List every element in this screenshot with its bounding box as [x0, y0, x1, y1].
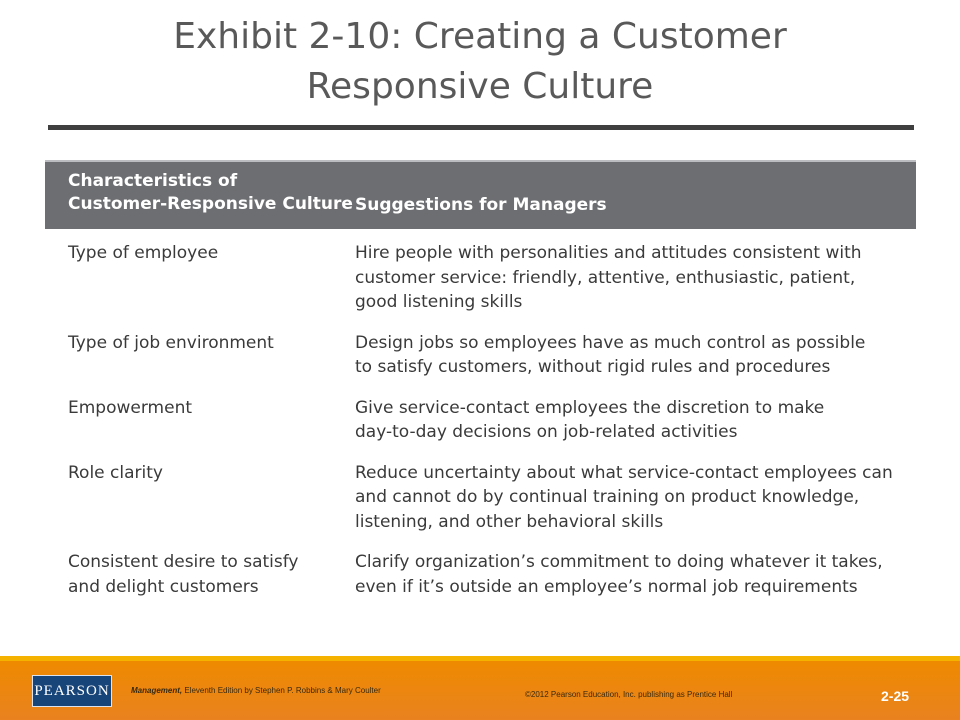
suggestion-line: Give service-contact employees the discretion to make	[355, 397, 825, 418]
table-body	[45, 235, 916, 609]
suggestion-line: Reduce uncertainty about what service-contact employees can	[355, 462, 893, 483]
table-row	[45, 235, 916, 325]
header-characteristics-line-2: Customer-Responsive Culture	[68, 194, 353, 214]
pearson-logo: PEARSON	[32, 675, 112, 707]
slide-title-line-2: Responsive Culture	[306, 66, 654, 107]
suggestion-cell	[355, 241, 915, 315]
title-divider	[48, 125, 914, 130]
characteristic-cell	[45, 396, 355, 445]
copyright-notice: ©2012 Pearson Education, Inc. publishing as Prentice Hall	[525, 690, 733, 699]
table-row	[45, 544, 916, 609]
book-credit	[131, 686, 381, 695]
suggestion-line: Clarify organization’s commitment to doing whatever it takes,	[355, 552, 883, 572]
slide-title	[0, 12, 960, 112]
suggestion-line: even if it’s outside an employee’s normal job requirements	[355, 576, 858, 597]
suggestion-line: listening, and other behavioral skills	[355, 511, 664, 532]
suggestion-cell	[355, 550, 915, 599]
characteristic-cell	[45, 331, 355, 380]
slide-title-line-1: Exhibit 2-10: Creating a Customer	[173, 16, 787, 57]
characteristic-line: Type of employee	[68, 243, 219, 263]
header-suggestions: Suggestions for Managers	[355, 195, 607, 215]
table-row	[45, 390, 916, 455]
suggestion-cell	[355, 396, 915, 445]
suggestion-cell	[355, 461, 915, 535]
characteristic-cell	[45, 550, 355, 599]
characteristic-line: Consistent desire to satisfy	[68, 552, 299, 572]
slide-number: 2-25	[881, 688, 910, 704]
book-title: Management,	[131, 686, 183, 695]
suggestion-line: and cannot do by continual training on product knowledge,	[355, 487, 860, 507]
book-credit-text: Eleventh Edition by Stephen P. Robbins & Mary Coulter	[182, 686, 381, 695]
suggestion-cell	[355, 331, 915, 380]
characteristic-line: Type of job environment	[68, 332, 274, 353]
characteristic-cell	[45, 461, 355, 535]
exhibit-table	[45, 160, 916, 609]
suggestion-line: to satisfy customers, without rigid rules and procedures	[355, 357, 831, 377]
characteristic-line: Empowerment	[68, 397, 193, 418]
header-characteristics	[68, 170, 353, 216]
suggestion-line: good listening skills	[355, 292, 523, 312]
suggestion-line: day-to-day decisions on job-related activities	[355, 422, 738, 442]
table-header	[45, 160, 916, 229]
characteristic-cell	[45, 241, 355, 315]
suggestion-line: Hire people with personalities and attitudes consistent with	[355, 243, 862, 263]
suggestion-line: Design jobs so employees have as much control as possible	[355, 332, 866, 353]
characteristic-line: and delight customers	[68, 576, 259, 597]
suggestion-line: customer service: friendly, attentive, enthusiastic, patient,	[355, 267, 856, 288]
characteristic-line: Role clarity	[68, 462, 163, 483]
table-row	[45, 325, 916, 390]
header-characteristics-line-1: Characteristics of	[68, 171, 238, 191]
table-row	[45, 455, 916, 545]
